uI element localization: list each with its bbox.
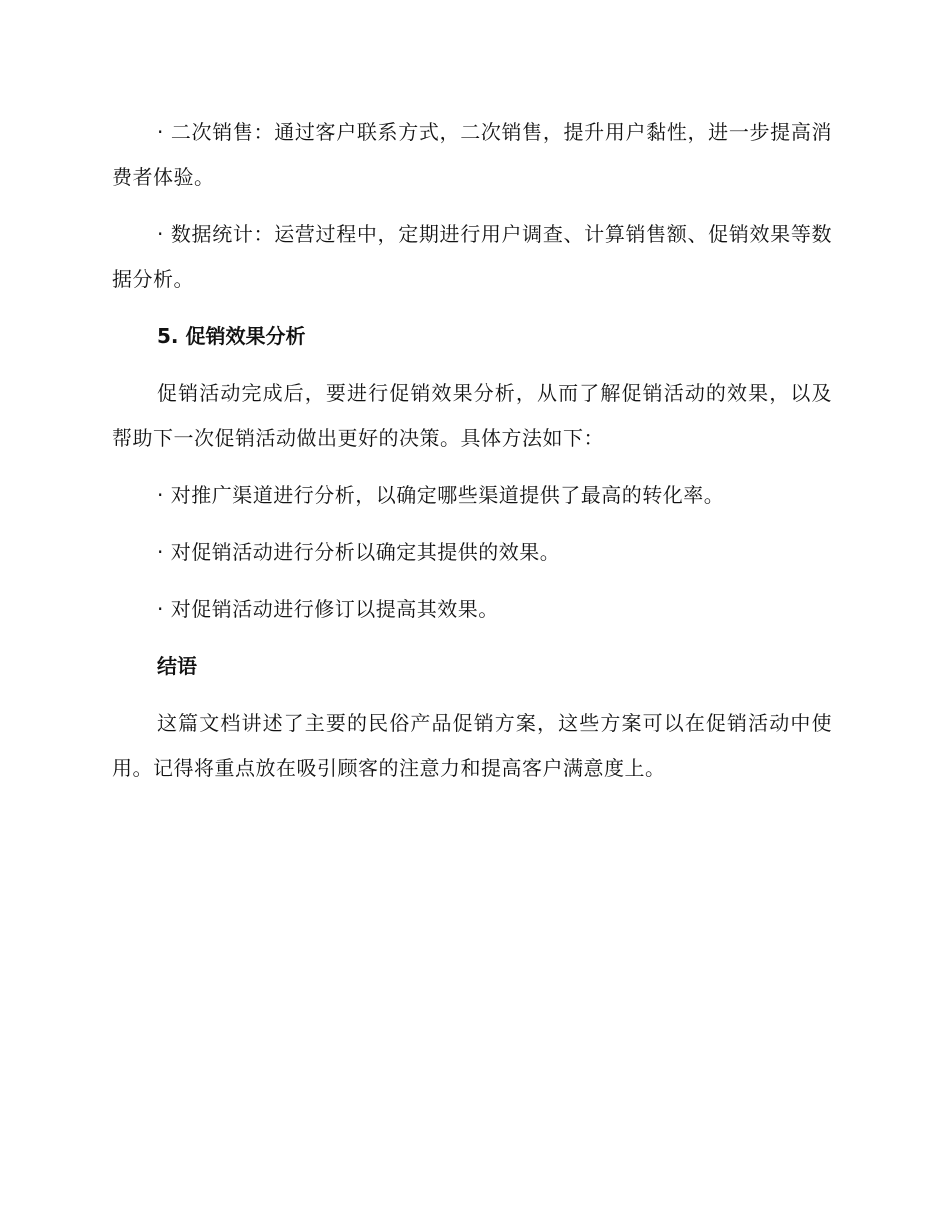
paragraph-gap bbox=[112, 575, 832, 587]
bullet-data-statistics: · 数据统计：运营过程中，定期进行用户调查、计算销售额、促销效果等数据分析。 bbox=[112, 222, 832, 291]
paragraph-gap bbox=[112, 302, 832, 314]
paragraph-gap bbox=[112, 200, 832, 212]
effect-analysis-intro: 促销活动完成后，要进行促销效果分析，从而了解促销活动的效果，以及帮助下一次促销活动做出更好的决策。具体方法如下： bbox=[112, 381, 832, 450]
paragraph-gap bbox=[112, 632, 832, 644]
paragraph-gap bbox=[112, 461, 832, 473]
paragraph-gap bbox=[112, 689, 832, 701]
conclusion-paragraph: 这篇文档讲述了主要的民俗产品促销方案，这些方案可以在促销活动中使用。记得将重点放在吸引顾客的注意力和提高客户满意度上。 bbox=[112, 711, 832, 780]
document-page bbox=[112, 110, 832, 791]
bullet-secondary-sales: · 二次销售：通过客户联系方式，二次销售，提升用户黏性，进一步提高消费者体验。 bbox=[112, 120, 832, 189]
bullet-activity-revision: · 对促销活动进行修订以提高其效果。 bbox=[157, 597, 499, 621]
bullet-activity-analysis: · 对促销活动进行分析以确定其提供的效果。 bbox=[157, 540, 561, 564]
paragraph-gap bbox=[112, 359, 832, 371]
paragraph-gap bbox=[112, 518, 832, 530]
bullet-channel-analysis: · 对推广渠道进行分析，以确定哪些渠道提供了最高的转化率。 bbox=[157, 483, 725, 507]
section-heading-conclusion: 结语 bbox=[157, 654, 197, 678]
section-heading-effect-analysis: 5. 促销效果分析 bbox=[157, 324, 306, 348]
